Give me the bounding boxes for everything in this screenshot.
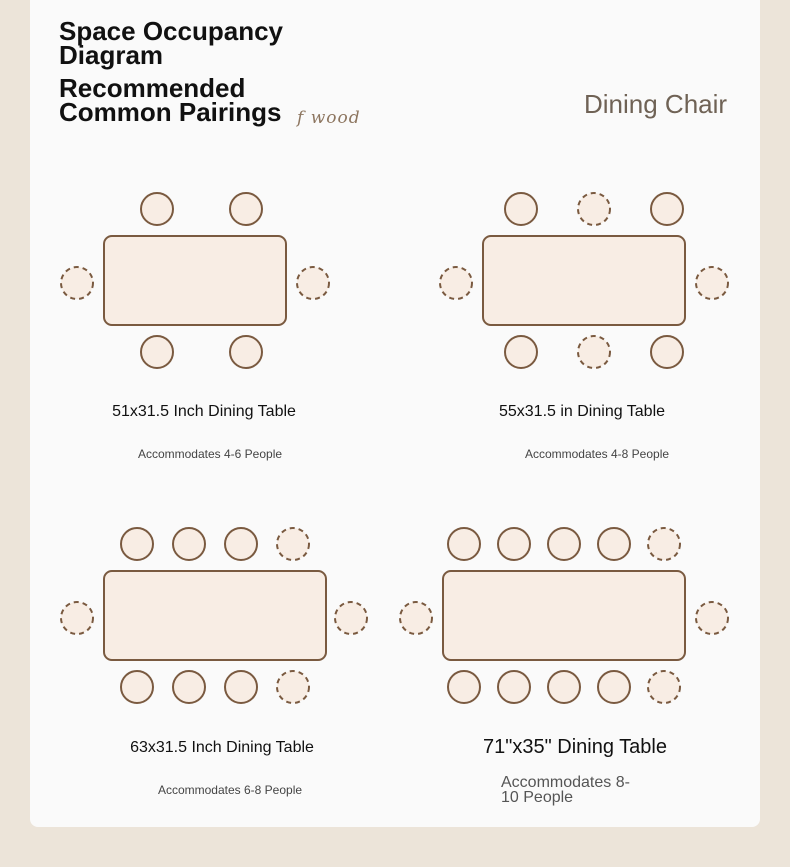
chair-1-left [61, 267, 93, 299]
table-4-capacity: Accommodates 8-10 People [501, 774, 630, 806]
table-4-label: 71"x35" Dining Table [483, 736, 667, 758]
chair-3-top-4 [277, 528, 309, 560]
chair-4-top-4 [598, 528, 630, 560]
chair-3-bottom-4 [277, 671, 309, 703]
chair-1-right [297, 267, 329, 299]
chair-1-bottom-2 [230, 336, 262, 368]
table-3-top [104, 571, 326, 660]
table-1-top [104, 236, 286, 325]
chair-4-top-1 [448, 528, 480, 560]
chair-4-bottom-2 [498, 671, 530, 703]
chair-2-bottom-2 [578, 336, 610, 368]
chair-2-top-3 [651, 193, 683, 225]
table-1-capacity: Accommodates 4-6 People [137, 447, 283, 461]
chair-1-bottom-1 [141, 336, 173, 368]
page-subtitle: Recommended Common Pairings [59, 73, 282, 127]
chair-2-bottom-1 [505, 336, 537, 368]
chair-2-bottom-3 [651, 336, 683, 368]
chair-2-left [440, 267, 472, 299]
table-1-label: 51x31.5 Inch Dining Table [112, 403, 296, 420]
chair-2-top-2 [578, 193, 610, 225]
chair-3-bottom-3 [225, 671, 257, 703]
chair-3-top-3 [225, 528, 257, 560]
chair-2-right [696, 267, 728, 299]
table-2-top [483, 236, 685, 325]
table-3-capacity: Accommodates 6-8 People [157, 783, 303, 797]
chair-4-right [696, 602, 728, 634]
chair-4-top-3 [548, 528, 580, 560]
chair-3-bottom-1 [121, 671, 153, 703]
chair-4-top-2 [498, 528, 530, 560]
chair-3-left [61, 602, 93, 634]
page-title: Space Occupancy Diagram [59, 16, 283, 70]
brand-logo: f wood [297, 108, 361, 128]
chair-heading: Dining Chair [584, 89, 728, 119]
chair-1-top-1 [141, 193, 173, 225]
chair-3-right [335, 602, 367, 634]
table-4-top [443, 571, 685, 660]
chair-4-left [400, 602, 432, 634]
chair-4-bottom-1 [448, 671, 480, 703]
table-2-capacity: Accommodates 4-8 People [524, 447, 670, 461]
chair-4-top-5 [648, 528, 680, 560]
table-3-label: 63x31.5 Inch Dining Table [130, 739, 314, 756]
chair-3-top-1 [121, 528, 153, 560]
table-2-label: 55x31.5 in Dining Table [498, 403, 666, 420]
chair-3-bottom-2 [173, 671, 205, 703]
chair-1-top-2 [230, 193, 262, 225]
chair-3-top-2 [173, 528, 205, 560]
chair-4-bottom-3 [548, 671, 580, 703]
chair-2-top-1 [505, 193, 537, 225]
chair-4-bottom-4 [598, 671, 630, 703]
chair-4-bottom-5 [648, 671, 680, 703]
